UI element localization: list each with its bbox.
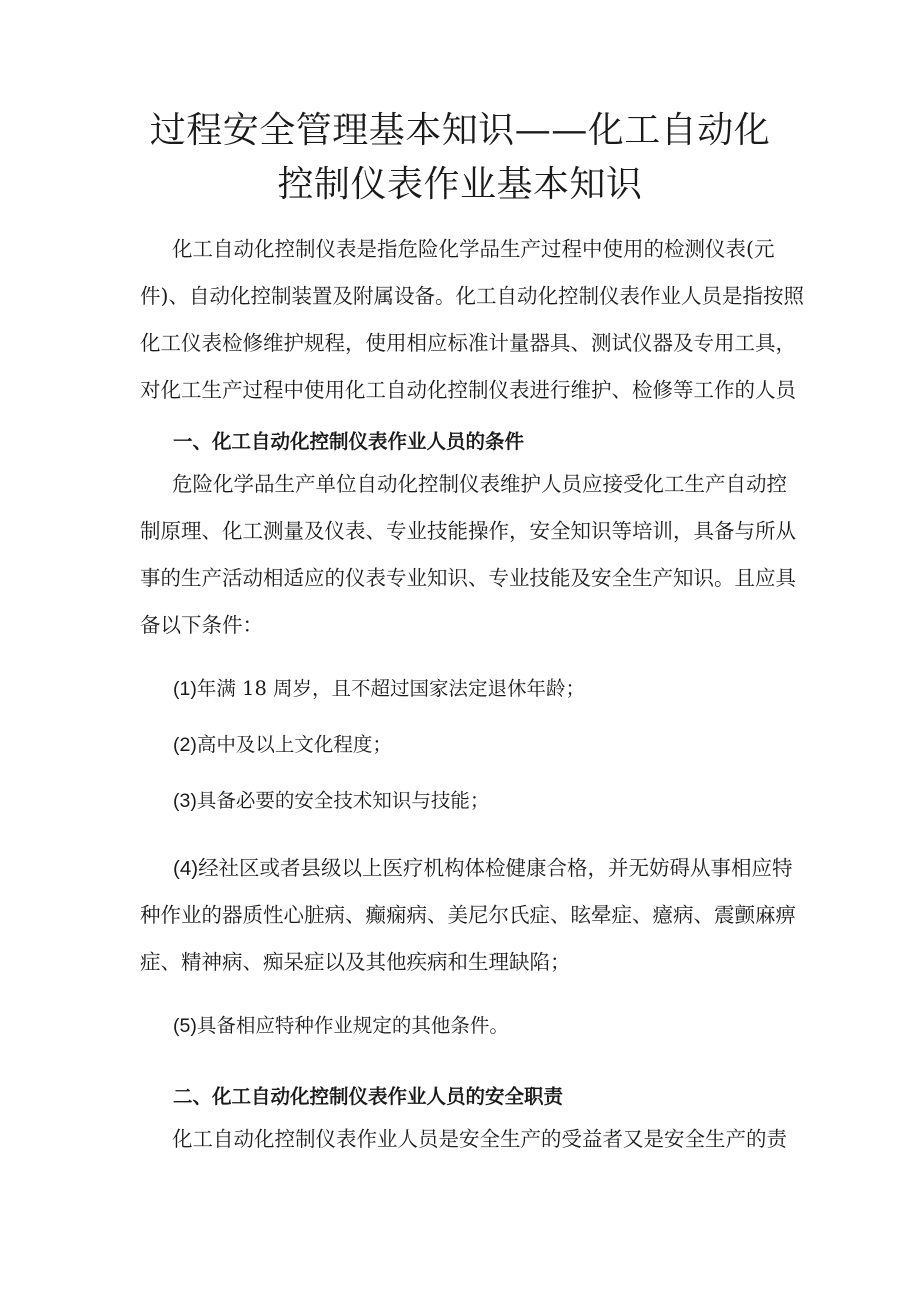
condition-item-4: [140, 845, 796, 986]
section-2-heading: 二、化工自动化控制仪表作业人员的安全职责: [173, 1085, 564, 1108]
item-number: (3): [173, 790, 197, 812]
item-number: (4): [173, 857, 199, 880]
paragraph-line: 化工仪表检修维护规程，使用相应标准计量器具、测试仪器及专用工具，: [140, 331, 796, 355]
paragraph-line: 种作业的器质性心脏病、癫痫病、美尼尔氏症、眩晕症、癔病、震颤麻痹: [140, 903, 796, 927]
section-1-paragraph: [140, 461, 796, 649]
item-text: 具备相应特种作业规定的其他条件。: [196, 1014, 509, 1037]
item-number: (2): [173, 734, 197, 756]
item-text: 高中及以上文化程度；: [196, 733, 392, 756]
item-text: 年满 18 周岁，且不超过国家法定退休年龄；: [196, 677, 586, 700]
condition-item-3: [173, 785, 489, 813]
paragraph-line: 事的生产活动相适应的仪表专业知识、专业技能及安全生产知识。且应具: [140, 566, 796, 590]
item-number: (1): [173, 678, 197, 700]
paragraph-line: 危险化学品生产单位自动化控制仪表维护人员应接受化工生产自动控: [172, 472, 787, 496]
paragraph-line: 症、精神病、痴呆症以及其他疾病和生理缺陷；: [140, 950, 571, 974]
condition-item-2: [173, 729, 392, 757]
item-text: 具备必要的安全技术知识与技能；: [196, 789, 490, 812]
title-line-2: 控制仪表作业基本知识: [277, 164, 643, 205]
document-title: [120, 104, 800, 212]
intro-paragraph: [140, 226, 804, 414]
item-number: (5): [173, 1015, 197, 1037]
condition-item-1: [173, 673, 585, 701]
paragraph-line: 件)、自动化控制装置及附属设备。化工自动化控制仪表作业人员是指按照: [140, 284, 804, 308]
paragraph-line: 对化工生产过程中使用化工自动化控制仪表进行维护、检修等工作的人员: [140, 378, 796, 402]
item-4-first-line: [140, 845, 793, 892]
paragraph-line: 化工自动化控制仪表作业人员是安全生产的受益者又是安全生产的责: [172, 1127, 787, 1151]
condition-item-5: [173, 1010, 509, 1038]
paragraph-line: 备以下条件：: [140, 613, 263, 637]
section-1-heading: 一、化工自动化控制仪表作业人员的条件: [173, 430, 525, 453]
title-line-1: 过程安全管理基本知识——化工自动化: [149, 110, 771, 151]
paragraph-line: 制原理、化工测量及仪表、专业技能操作，安全知识等培训，具备与所从: [140, 519, 796, 543]
paragraph-line: 化工自动化控制仪表是指危险化学品生产过程中使用的检测仪表(元: [172, 237, 775, 261]
section-2-paragraph: [140, 1116, 787, 1163]
item-text: 经社区或者县级以上医疗机构体检健康合格，并无妨碍从事相应特: [198, 856, 793, 880]
